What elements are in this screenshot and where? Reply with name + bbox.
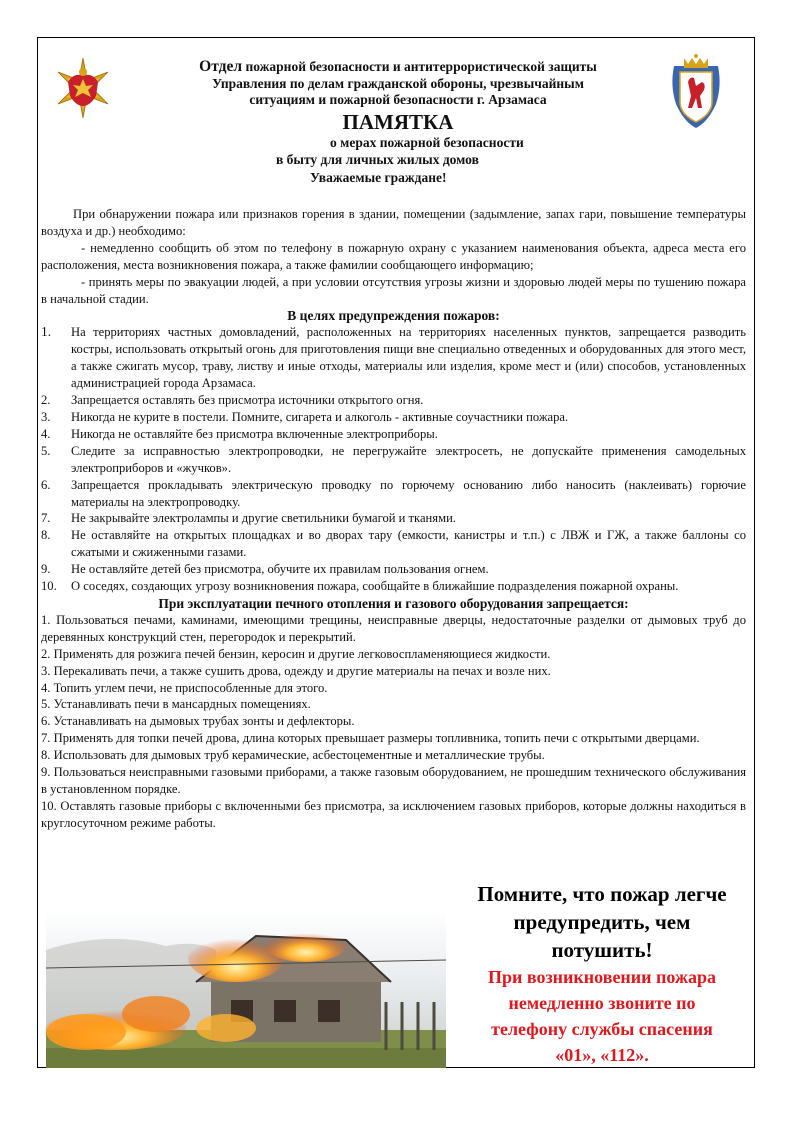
emercom-emblem-icon <box>52 52 114 124</box>
remember-line1: Помните, что пожар легче <box>477 882 727 906</box>
prevention-item-num: 9. <box>41 562 51 577</box>
subtitle-line2: в быту для личных жилых домов <box>276 152 479 167</box>
prevention-item <box>41 578 746 595</box>
heating-item: 10. Оставлять газовые приборы с включенными без присмотра, за исключением газовых приборов, которые должны находиться в круглосуточном режиме работы. <box>41 798 746 830</box>
prevention-item <box>41 477 746 511</box>
burning-house-photo <box>46 910 446 1068</box>
heating-item: 4. Топить углем печи, не приспособленные для этого. <box>41 680 328 695</box>
remember-line3: потушить! <box>551 938 653 962</box>
prevention-item-text: Не оставляйте на открытых площадках и во дворах тару (емкости, канистры и т.п.) с ЛВЖ и ГЖ, а также баллоны со сжатыми и сжиженными газами. <box>71 528 746 560</box>
intro-step-evacuate: - принять меры по эвакуации людей, а при условии отсутствия угрозы жизни и здоровью людей меры по тушению пожара в начальной стадии. <box>41 274 746 306</box>
heating-item: 9. Пользоваться неисправными газовыми приборами, а также газовым оборудованием, не прошедшим технического обслуживания в установленном порядке. <box>41 765 746 796</box>
prevention-heading: В целях предупреждения пожаров: <box>287 308 500 324</box>
prevention-item-num: 7. <box>41 511 51 526</box>
prevention-item-num: 3. <box>41 409 51 424</box>
subtitle-line1: о мерах пожарной безопасности <box>330 135 524 150</box>
call-line2: немедленно звоните по <box>508 993 696 1013</box>
prevention-item-text: Не закрывайте электролампы и другие светильники бумагой и тканями. <box>71 511 456 526</box>
header-line1: пожарной безопасности и антитеррористической защиты <box>242 59 597 74</box>
heating-item: 3. Перекаливать печи, а также сушить дрова, одежду и другие материалы на печах и возле них. <box>41 663 551 678</box>
prevention-item-text: Никогда не курите в постели. Помните, сигарета и алкоголь - активные соучастники пожара. <box>71 409 569 424</box>
header-department <box>118 59 678 75</box>
prevention-item-text: О соседях, создающих угрозу возникновения пожара, сообщайте в ближайшие подразделения пожарной охраны. <box>71 579 679 594</box>
prevention-item-text: Следите за исправностью электропроводки, не перегружайте электросеть, не допускайте применения самодельных электроприборов и «жучков». <box>71 443 746 475</box>
heating-list <box>41 612 746 832</box>
heating-item: 7. Применять для топки печей дрова, длина которых превышает размеры топливника, топить печи с открытыми дверцами. <box>41 731 700 746</box>
prevention-item <box>41 324 746 392</box>
prevention-item-num: 1. <box>41 324 52 340</box>
prevention-item-text: Никогда не оставляйте без присмотра включенные электроприборы. <box>71 426 438 441</box>
remember-line2: предупредить, чем <box>513 910 691 934</box>
prevention-item-num: 10. <box>41 579 57 594</box>
heating-item: 2. Применять для розжига печей бензин, керосин и другие легковоспламеняющиеся жидкости. <box>41 646 551 661</box>
prevention-item-text: Запрещается прокладывать электрическую проводку по горючему основанию либо наносить (наклеивать) горючие материалы на электропроводку. <box>71 477 746 509</box>
emergency-numbers: «01», «112». <box>555 1045 649 1065</box>
prevention-item-num: 2. <box>41 393 51 408</box>
prevention-item <box>41 426 746 443</box>
heating-heading: При эксплуатации печного отопления и газового оборудования запрещается: <box>158 595 629 611</box>
call-line3: телефону службы спасения <box>491 1019 713 1039</box>
intro-paragraph: При обнаружении пожара или признаков горения в здании, помещении (задымление, запах гари, повышение температуры воздуха и др.) необходимо: <box>41 207 746 238</box>
header-line2: Управления по делам гражданской обороны, чрезвычайным <box>212 76 584 91</box>
header-line3: ситуациям и пожарной безопасности г. Арзамаса <box>249 92 547 107</box>
intro-step-report: - немедленно сообщить об этом по телефону в пожарную охрану с указанием наименования объекта, адреса места его расположения, места возникновения пожара, а также фамилии сообщающего информацию; <box>41 240 746 272</box>
heating-item: 8. Использовать для дымовых труб керамические, асбестоцементные и металлические трубы. <box>41 748 545 763</box>
prevention-item <box>41 527 746 561</box>
prevention-item-num: 8. <box>41 528 51 543</box>
prevention-item <box>41 409 746 426</box>
remember-slogan <box>452 880 752 964</box>
prevention-item-text: Запрещается оставлять без присмотра источники открытого огня. <box>71 393 424 408</box>
prevention-item <box>41 443 746 477</box>
document-title: ПАМЯТКА <box>342 110 454 134</box>
prevention-item <box>41 510 746 527</box>
prevention-item-text: На территориях частных домовладений, расположенных на территориях населенных пунктов, запрещается разводить костры, использовать открытый огонь для приготовления пищи вне специально отведенных и оборудованных для этого мест, а также сжигать мусор, траву, листву и иные отходы, материалы или изделия, кроме мест и (или) способов, установленных администрацией города Арзамаса. <box>71 325 746 391</box>
prevention-item <box>41 561 746 578</box>
prevention-item-text: Не оставляйте детей без присмотра, обучите их правилам пользования огнем. <box>71 562 489 577</box>
prevention-item <box>41 392 746 409</box>
call-line1: При возникновении пожара <box>487 967 717 987</box>
document-body <box>41 206 746 832</box>
emergency-call-notice <box>452 964 752 1068</box>
heating-item: 6. Устанавливать на дымовых трубах зонты и дефлекторы. <box>41 714 355 729</box>
prevention-item-num: 6. <box>41 477 51 492</box>
prevention-item-num: 4. <box>41 426 51 441</box>
heating-item: 1. Пользоваться печами, каминами, имеющими трещины, неисправные дверцы, недостаточные разделки от дымовых труб до деревянных конструкций стен, перегородок и перекрытий. <box>41 612 746 644</box>
prevention-item-num: 5. <box>41 443 51 458</box>
heating-item: 5. Устанавливать печи в мансардных помещениях. <box>41 697 311 712</box>
header-lead: Отдел <box>199 58 243 75</box>
greeting: Уважаемые граждане! <box>310 170 447 185</box>
